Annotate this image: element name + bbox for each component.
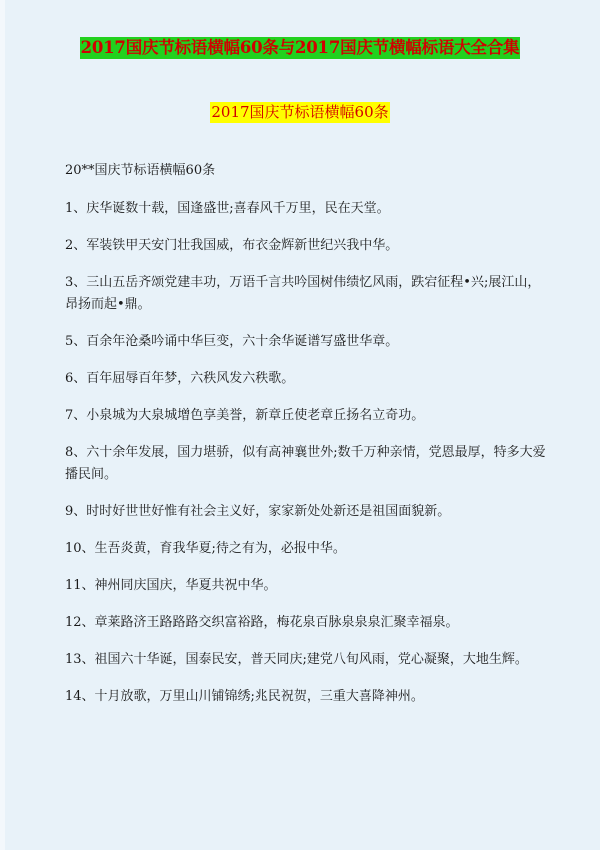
list-item: 6、百年屈辱百年梦，六秩风发六秩歌。	[65, 371, 295, 386]
list-item: 3、三山五岳齐颂党建丰功，万语千言共吟国树伟绩忆风雨，跌宕征程•兴;展江山，昂扬而起•鼎。	[65, 275, 541, 312]
main-title-block	[0, 37, 600, 59]
list-item: 10、生吾炎黄，育我华夏;待之有为，必报中华。	[65, 541, 346, 556]
sub-title-block	[0, 102, 600, 123]
content-body	[65, 160, 553, 723]
list-item: 8、六十余年发展，国力堪骄，似有高神襄世外;数千万种亲情，党恩最厚，特多大爱播民间。	[65, 445, 546, 482]
list-item: 2、军装铁甲天安门壮我国威，布衣金辉新世纪兴我中华。	[65, 238, 399, 253]
list-item: 13、祖国六十华诞，国泰民安，普天同庆;建党八旬风雨，党心凝聚，大地生辉。	[65, 652, 528, 667]
list-item: 9、时时好世世好惟有社会主义好，家家新处处新还是祖国面貌新。	[65, 504, 451, 519]
list-item: 12、章莱路济王路路路交织富裕路，梅花泉百脉泉泉泉汇聚幸福泉。	[65, 615, 459, 630]
list-item: 7、小泉城为大泉城增色享美誉，新章丘使老章丘扬名立奇功。	[65, 408, 425, 423]
sub-title: 2017国庆节标语横幅60条	[211, 103, 389, 121]
list-item: 11、神州同庆国庆，华夏共祝中华。	[65, 578, 277, 593]
main-title: 2017国庆节标语横幅60条与2017国庆节横幅标语大全合集	[80, 38, 520, 57]
list-item: 1、庆华诞数十载，国逢盛世;喜春风千万里，民在天堂。	[65, 201, 390, 216]
list-item: 5、百余年沧桑吟诵中华巨变，六十余华诞谱写盛世华章。	[65, 334, 399, 349]
list-item: 14、十月放歌，万里山川铺锦绣;兆民祝贺，三重大喜降神州。	[65, 689, 424, 704]
intro-paragraph: 20**国庆节标语横幅60条	[65, 163, 216, 178]
